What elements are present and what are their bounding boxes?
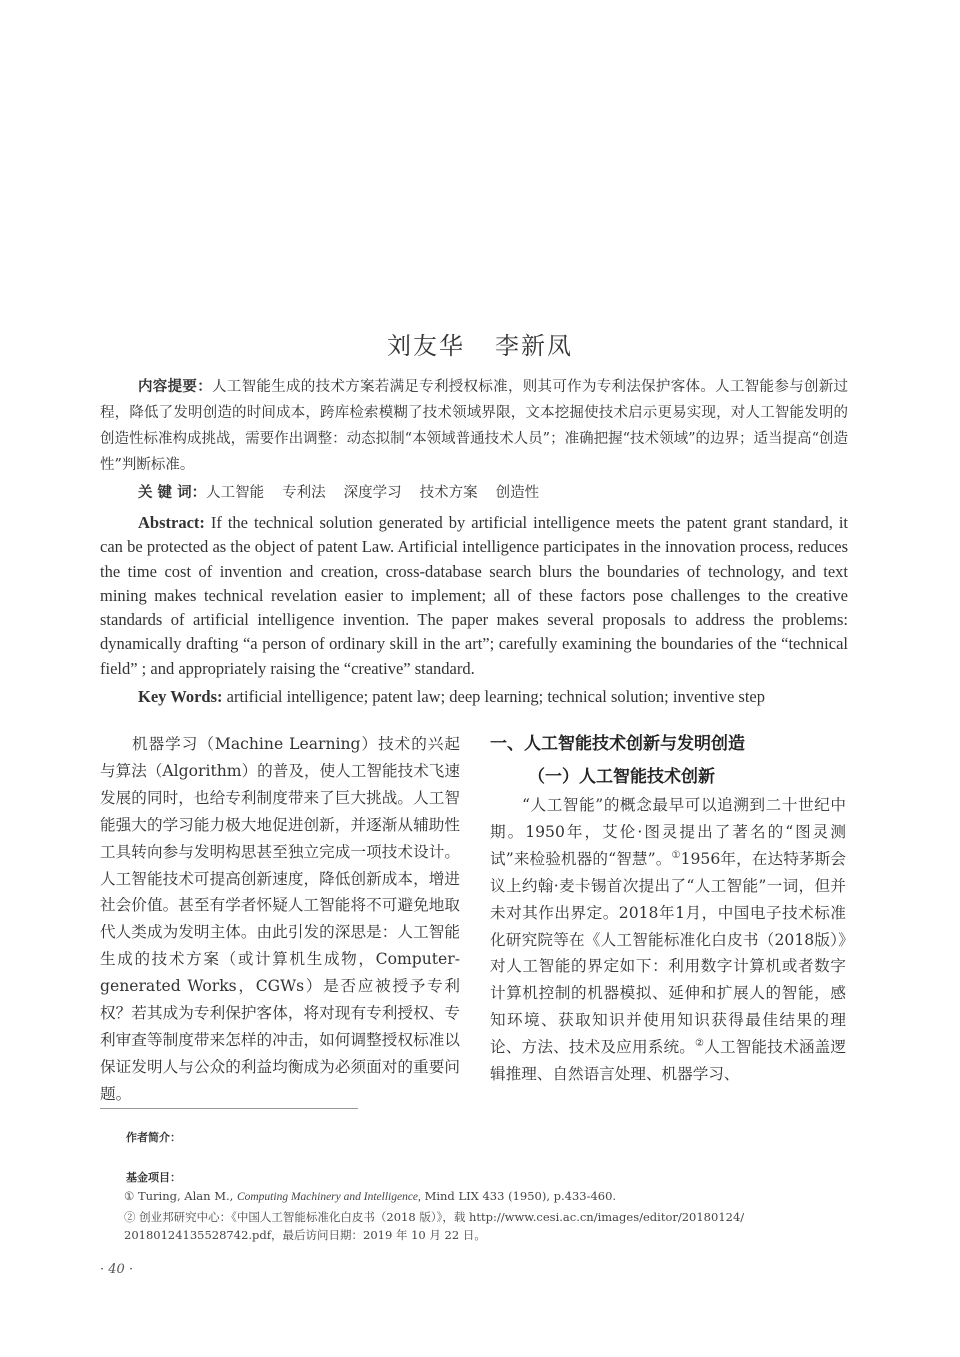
footnote-author-info <box>100 1128 874 1147</box>
english-abstract-label: Abstract: <box>138 513 205 532</box>
author-1: 刘友华 <box>387 332 465 360</box>
english-keywords-label: Key Words: <box>138 687 223 706</box>
footnote-2-marker: ② <box>124 1210 136 1224</box>
subsection-heading: （一）人工智能技术创新 <box>528 767 715 787</box>
chinese-keywords <box>100 480 886 506</box>
english-abstract <box>100 511 848 681</box>
left-column-body: 机器学习（Machine Learning）技术的兴起与算法（Algorithm）的普及，使人工智能技术飞速发展的同时，也给专利制度带来了巨大挑战。人工智能强大的学习能力极大地促进创新，并逐渐从辅助性工具转向参与发明构思甚至独立完成一项技术设计。人工智能技术可提高创新速度，降低创新成本，增进社会价值。甚至有学者怀疑人工智能将不可避免地取代人类成为发明主体。由此引发的深思是：人工智能生成的技术方案（或计算机生成物，Computer-generated Works，CGWs）是否应被授予专利权？若其成为专利保护客体，将对现有专利授权、专利审查等制度带来怎样的冲击，如何调整授权标准以保证发明人与公众的利益均衡成为必须面对的重要问题。 <box>100 735 460 1103</box>
footnote-1-title: Computing Machinery and Intelligence, <box>236 1191 421 1203</box>
author-info-label: 作者简介： <box>126 1131 181 1144</box>
footnote-1-marker: ① <box>124 1189 135 1203</box>
body-text: “人工智能”的概念最早可以追溯到二十世纪中期。1950年，艾伦·图灵提出了著名的“图灵测试”来检验机器的“智慧”。 <box>490 796 846 868</box>
footnote-2 <box>100 1208 872 1244</box>
body-text: 1956年，在达特茅斯会议上约翰·麦卡锡首次提出了“人工智能”一词，但并未对其作出界定。2018年1月，中国电子技术标准化研究院等在《人工智能标准化白皮书（2018版）》对人工智能的界定如下：利用数字计算机或者数字计算机控制的机器模拟、延伸和扩展人的智能，感知环境、获取知识并使用知识获得最佳结果的理论、方法、技术及应用系统。 <box>490 849 847 1057</box>
keyword: 创造性 <box>495 485 540 501</box>
footnote-ref-2[interactable]: ② <box>695 1037 705 1049</box>
chinese-abstract-label: 内容提要： <box>138 379 212 395</box>
chinese-abstract <box>100 374 848 478</box>
author-2: 李新凤 <box>495 332 573 360</box>
footnote-1-source: Mind LIX 433 (1950), p.433-460. <box>420 1189 617 1203</box>
funding-label: 基金项目： <box>126 1171 181 1184</box>
english-abstract-text: If the technical solution generated by artificial intelligence meets the patent grant standard, it can be protected as the object of patent Law. Artificial intelligence participates in the innovation process, reduces the time cost of invention and creation, cross-database search blurs the boundaries of technology, and text mining makes technical revelation easier to implement; all of these factors pose challenges to the creative standards of artificial intelligence invention. The paper makes several proposals to address the problems: dynamically drafting “a person of ordinary skill in the art”; carefully examining the boundaries of the “technical field” ; and appropriately raising the “creative” standard. <box>100 513 848 678</box>
english-keywords <box>100 685 886 709</box>
keyword: 人工智能 <box>206 485 265 501</box>
footnote-1 <box>100 1187 872 1206</box>
footnote-2-text: 创业邦研究中心：《中国人工智能标准化白皮书（2018 版）》，载 http://www.cesi.ac.cn/images/editor/20180124/ 20180124135528742.pdf，最后访问日期：2019 年 10 月 22 日。 <box>124 1210 745 1242</box>
footnote-ref-1[interactable]: ① <box>671 849 681 861</box>
keyword: 深度学习 <box>343 485 402 501</box>
footnote-divider <box>100 1108 358 1109</box>
keyword: 技术方案 <box>419 485 478 501</box>
right-column-body <box>490 792 846 1088</box>
keyword: 专利法 <box>282 485 326 501</box>
author-names <box>0 326 960 361</box>
english-keywords-text: artificial intelligence; patent law; deep learning; technical solution; inventive step <box>222 687 765 706</box>
page-number: · 40 · <box>100 1262 134 1277</box>
section-heading: 一、人工智能技术创新与发明创造 <box>490 734 745 754</box>
chinese-keywords-label: 关 键 词： <box>138 485 207 501</box>
footnote-funding <box>100 1168 874 1187</box>
body-text: 人工智能技术涵盖逻辑推理、自然语言处理、机器学习、 <box>490 1038 846 1084</box>
footnote-1-text: Turing, Alan M., <box>134 1189 237 1203</box>
chinese-abstract-text: 人工智能生成的技术方案若满足专利授权标准，则其可作为专利法保护客体。人工智能参与创新过程，降低了发明创造的时间成本，跨库检索模糊了技术领域界限，文本挖掘使技术启示更易实现，对人工智能发明的创造性标准构成挑战，需要作出调整：动态拟制“本领域普通技术人员”；准确把握“技术领域”的边界；适当提高“创造性”判断标准。 <box>100 379 849 473</box>
